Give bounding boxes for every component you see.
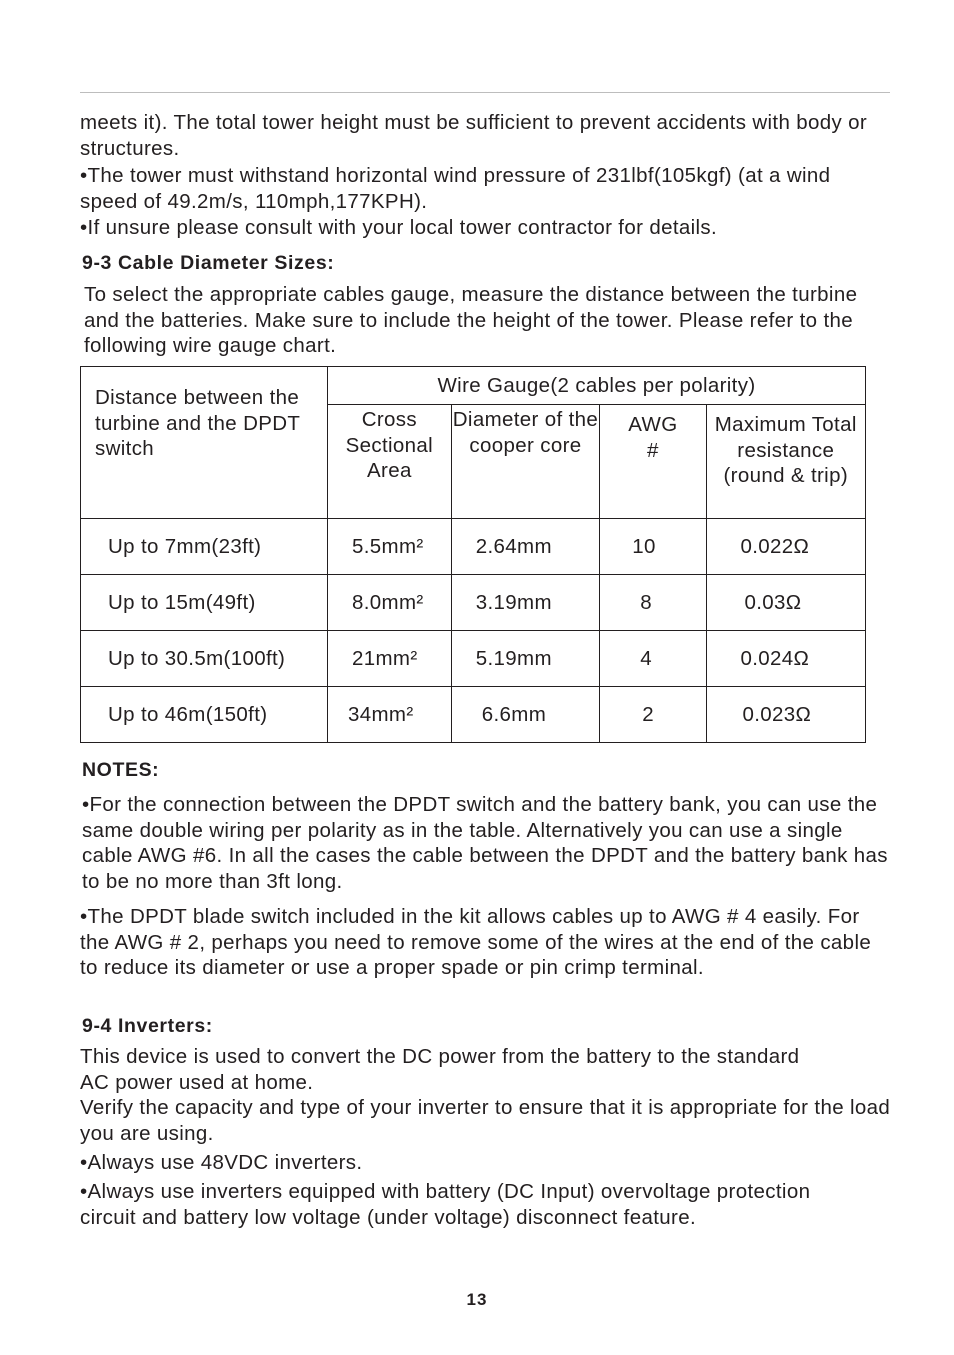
resistance-cell: 0.03Ω bbox=[706, 575, 866, 631]
notes-heading: NOTES: bbox=[82, 759, 160, 781]
section-9-3-body: To select the appropriate cables gauge, measure the distance between the turbine and the batteries. Make sure to include the height of the tower. Please refer to the following wire gauge chart. bbox=[84, 283, 858, 357]
awg-cell: 2 bbox=[600, 687, 706, 743]
area-cell: 21mm² bbox=[328, 631, 452, 687]
resistance-cell: 0.023Ω bbox=[706, 687, 866, 743]
inverter-purpose: This device is used to convert the DC power from the battery to the standard AC power used at home. bbox=[80, 1045, 800, 1094]
inverter-48vdc-bullet: •Always use 48VDC inverters. bbox=[80, 1151, 363, 1174]
diameter-cell: 5.19mm bbox=[451, 631, 600, 687]
area-cell: 5.5mm² bbox=[328, 519, 452, 575]
section-9-3-heading: 9-3 Cable Diameter Sizes: bbox=[82, 252, 335, 274]
note-dpdt-wiring: •For the connection between the DPDT switch and the battery bank, you can use the same double wiring per polarity as in the table. Alternatively you can use a single cable AWG #6. In all the cases the cable between the DPDT and the battery bank has to be no more than 3ft long. bbox=[82, 793, 888, 893]
awg-header: AWG # bbox=[600, 405, 706, 519]
table-row bbox=[81, 687, 866, 743]
diameter-header: Diameter of the cooper core bbox=[451, 405, 600, 519]
awg-cell: 8 bbox=[600, 575, 706, 631]
area-cell: 8.0mm² bbox=[328, 575, 452, 631]
table-row bbox=[81, 519, 866, 575]
page-number: 13 bbox=[466, 1290, 488, 1309]
intro-paragraph: meets it). The total tower height must be sufficient to prevent accidents with body or structures. bbox=[80, 111, 868, 160]
cross-section-header: Cross Sectional Area bbox=[328, 405, 452, 519]
resistance-header: Maximum Total resistance (round & trip) bbox=[706, 405, 866, 519]
consult-bullet: •If unsure please consult with your local tower contractor for details. bbox=[80, 216, 718, 239]
diameter-cell: 3.19mm bbox=[451, 575, 600, 631]
resistance-cell: 0.024Ω bbox=[706, 631, 866, 687]
inverter-verify: Verify the capacity and type of your inverter to ensure that it is appropriate for the load you are using. bbox=[80, 1096, 891, 1145]
wind-pressure-bullet: •The tower must withstand horizontal wind pressure of 231lbf(105kgf) (at a wind speed of 49.2m/s, 110mph,177KPH). bbox=[80, 164, 831, 213]
note-blade-switch: •The DPDT blade switch included in the kit allows cables up to AWG # 4 easily. For the AWG # 2, perhaps you need to remove some of the wires at the end of the cable to reduce its diameter or use a proper spade or pin crimp terminal. bbox=[80, 905, 872, 979]
header-rule bbox=[80, 92, 890, 93]
distance-cell: Up to 30.5m(100ft) bbox=[81, 631, 328, 687]
section-9-4-heading: 9-4 Inverters: bbox=[82, 1015, 213, 1037]
wire-gauge-table bbox=[80, 366, 866, 743]
awg-cell: 10 bbox=[600, 519, 706, 575]
diameter-cell: 6.6mm bbox=[451, 687, 600, 743]
distance-header: Distance between the turbine and the DPDT switch bbox=[81, 367, 328, 519]
distance-cell: Up to 15m(49ft) bbox=[81, 575, 328, 631]
wire-gauge-header: Wire Gauge(2 cables per polarity) bbox=[328, 367, 866, 405]
table-row bbox=[81, 575, 866, 631]
area-cell: 34mm² bbox=[328, 687, 452, 743]
table-row bbox=[81, 631, 866, 687]
resistance-cell: 0.022Ω bbox=[706, 519, 866, 575]
distance-cell: Up to 7mm(23ft) bbox=[81, 519, 328, 575]
awg-cell: 4 bbox=[600, 631, 706, 687]
distance-cell: Up to 46m(150ft) bbox=[81, 687, 328, 743]
diameter-cell: 2.64mm bbox=[451, 519, 600, 575]
inverter-protection-bullet: •Always use inverters equipped with battery (DC Input) overvoltage protection circuit and battery low voltage (under voltage) disconnect feature. bbox=[80, 1180, 811, 1229]
